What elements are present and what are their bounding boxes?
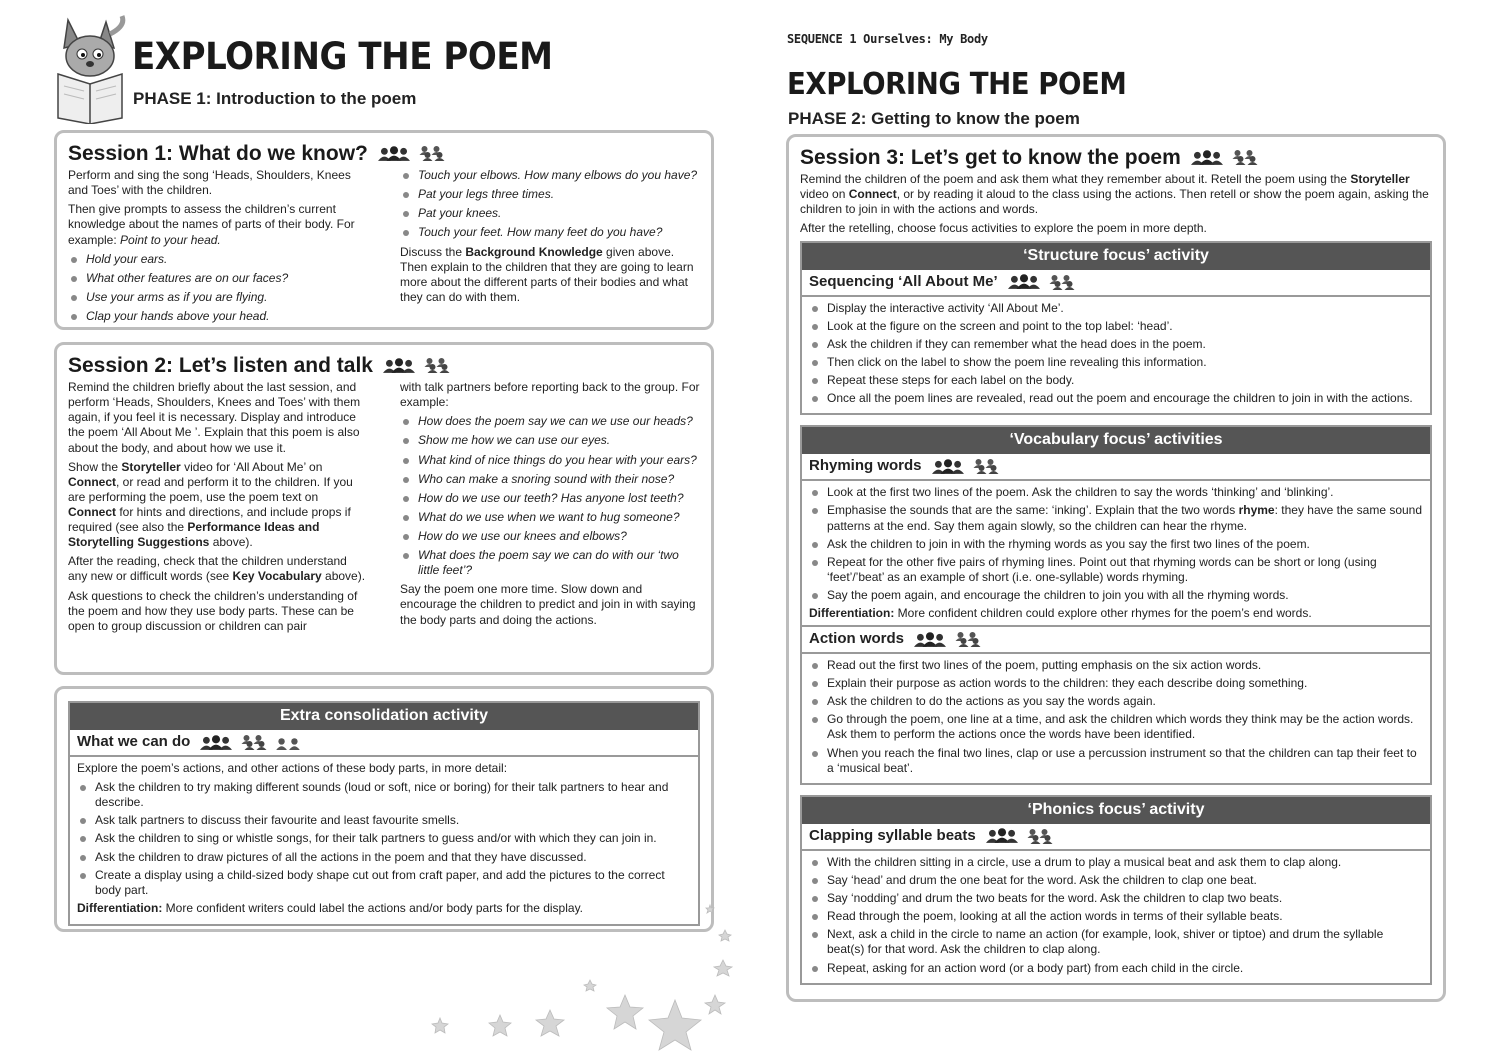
list-item: Ask the children to try making different sounds (loud or soft, nice or boring) for their talk partners to hear and describe. xyxy=(77,780,691,810)
sequence-label: SEQUENCE 1 Ourselves: My Body xyxy=(787,32,988,46)
box-subheading: Rhyming words xyxy=(802,454,1430,481)
list-item: Touch your elbows. How many elbows do you have? xyxy=(400,168,700,183)
page-title: EXPLORING THE POEM xyxy=(787,67,1127,102)
phonics-focus-box xyxy=(800,795,1432,985)
list-item: What do we use when we want to hug someone? xyxy=(400,510,700,525)
session-1-title: Session 1: What do we know? xyxy=(68,142,368,165)
list-item: Read out the first two lines of the poem, putting emphasis on the six action words. xyxy=(809,658,1423,673)
list-item: Say the poem again, and encourage the children to join you with all the rhyming words. xyxy=(809,588,1423,603)
list-item: Then click on the label to show the poem line revealing this information. xyxy=(809,355,1423,370)
list-item: Look at the figure on the screen and point to the top label: ‘head’. xyxy=(809,319,1423,334)
list-item: Emphasise the sounds that are the same: ‘inking’. Explain that the two words rhyme: they have the same sound patterns at the end. Say them again slowly, so the children can hear the rhyme. xyxy=(809,503,1423,533)
phase-heading: PHASE 2: Getting to know the poem xyxy=(788,109,1080,128)
structure-focus-box xyxy=(800,241,1432,416)
session-3-title: Session 3: Let’s get to know the poem xyxy=(800,146,1181,169)
list-item: Ask talk partners to discuss their favourite and least favourite smells. xyxy=(77,813,691,828)
paragraph: After the reading, check that the children understand any new or difficult words (see Key Vocabulary above). xyxy=(68,554,366,584)
list-item: Look at the first two lines of the poem. Ask the children to say the words ‘thinking’ and ‘blinking’. xyxy=(809,485,1423,500)
list-item: Pat your knees. xyxy=(400,206,700,221)
whole-class-icon xyxy=(200,735,232,751)
box-body xyxy=(802,654,1430,783)
session-1-col-2 xyxy=(400,168,700,328)
box-subheading: Sequencing ‘All About Me’ xyxy=(802,270,1430,297)
list-item: With the children sitting in a circle, use a drum to play a musical beat and ask them to clap along. xyxy=(809,855,1423,870)
list-item: Repeat for the other five pairs of rhyming lines. Point out that rhyming words can be short or long (using ‘feet’/’beat’ as an example of short (i.e. one-syllable) words rhyming. xyxy=(809,555,1423,585)
list-item: Show me how we can use our eyes. xyxy=(400,433,700,448)
paragraph: Remind the children briefly about the last session, and perform ‘Heads, Shoulders, Knees and Toes’ with them again, if you feel it is necessary. Display and introduce the poem ‘All About Me ’. Explain that this poem is also about the body, and about how we use it. xyxy=(68,380,361,455)
prompt-list xyxy=(68,252,368,324)
prompt-list xyxy=(400,168,700,240)
activity-list xyxy=(77,780,691,898)
whole-class-icon xyxy=(378,146,410,162)
right-page xyxy=(750,0,1500,1061)
box-header: ‘Phonics focus’ activity xyxy=(802,797,1430,824)
list-item: Clap your hands above your head. xyxy=(68,309,368,324)
list-item: Read through the poem, looking at all the action words in terms of their syllable beats. xyxy=(809,909,1423,924)
box-body xyxy=(802,481,1430,627)
box-header: ‘Vocabulary focus’ activities xyxy=(802,427,1430,454)
differentiation-note: Differentiation: More confident writers could label the actions and/or body parts for the display. xyxy=(77,900,584,915)
list-item: How do we use our teeth? Has anyone lost teeth? xyxy=(400,491,700,506)
whole-class-icon xyxy=(932,459,964,475)
session-2-col-1 xyxy=(68,380,368,638)
box-subheading: Clapping syllable beats xyxy=(802,824,1430,851)
box-subheading: Action words xyxy=(802,627,1430,654)
whole-class-icon xyxy=(1191,150,1223,166)
list-item: Use your arms as if you are flying. xyxy=(68,290,368,305)
list-item: What kind of nice things do you hear with your ears? xyxy=(400,453,700,468)
list-item: Ask the children to sing or whistle songs, for their talk partners to guess and/or with which they can join in. xyxy=(77,831,691,846)
list-item: Touch your feet. How many feet do you have? xyxy=(400,225,700,240)
group-icon xyxy=(1025,828,1055,845)
list-item: Ask the children to do the actions as you say the words again. xyxy=(809,694,1423,709)
box-header: Extra consolidation activity xyxy=(70,703,698,730)
group-icon xyxy=(1230,149,1260,166)
list-item: Ask the children to join in with the rhyming words as you say the first two lines of the poem. xyxy=(809,537,1423,552)
box-body xyxy=(802,297,1430,414)
paragraph: Say the poem one more time. Slow down and encourage the children to predict and join in with saying the body parts and doing the actions. xyxy=(400,582,696,627)
page-title: EXPLORING THE POEM xyxy=(132,35,553,78)
paragraph: Discuss the Background Knowledge given above. Then explain to the children that they are going to learn more about the different parts of their bodies and what they can do with them. xyxy=(400,244,694,304)
fox-mascot-reading-icon xyxy=(50,14,130,124)
list-item: Hold your ears. xyxy=(68,252,368,267)
paragraph: Perform and sing the song ‘Heads, Shoulders, Knees and Toes’ with the children. xyxy=(68,168,351,198)
whole-class-icon xyxy=(383,358,415,374)
list-item: Once all the poem lines are revealed, read out the poem and encourage the children to join in with the actions. xyxy=(809,391,1423,406)
list-item: How does the poem say we can we use our heads? xyxy=(400,414,700,429)
differentiation-note: Differentiation: More confident children could explore other rhymes for the poem’s end words. xyxy=(809,606,1312,621)
stars-decoration-icon xyxy=(420,900,740,1060)
list-item: Explain their purpose as action words to the children: they each describe doing something. xyxy=(809,676,1423,691)
session-2-title: Session 2: Let’s listen and talk xyxy=(68,354,373,377)
list-item: What other features are on our faces? xyxy=(68,271,368,286)
session-1-col-1 xyxy=(68,168,368,328)
list-item: Who can make a snoring sound with their nose? xyxy=(400,472,700,487)
box-body xyxy=(802,851,1430,983)
group-icon xyxy=(1047,274,1077,291)
group-icon xyxy=(422,357,452,374)
list-item: Repeat these steps for each label on the body. xyxy=(809,373,1423,388)
session-heading xyxy=(800,146,1432,169)
session-1-panel xyxy=(54,130,714,330)
box-header: ‘Structure focus’ activity xyxy=(802,243,1430,270)
group-icon xyxy=(417,145,447,162)
group-icon xyxy=(953,631,983,648)
list-item: Go through the poem, one line at a time, and ask the children which words they think may be the action words. Ask them to perform the actions once the words have been identified. xyxy=(809,712,1423,742)
group-icon xyxy=(971,458,1001,475)
whole-class-icon xyxy=(1008,274,1040,290)
list-item: Say ‘head’ and drum the one beat for the word. Ask the children to clap one beat. xyxy=(809,873,1423,888)
paragraph: Explore the poem’s actions, and other actions of these body parts, in more detail: xyxy=(77,761,508,776)
paragraph: with talk partners before reporting back to the group. For example: xyxy=(400,380,700,410)
list-item: Ask the children if they can remember what the head does in the poem. xyxy=(809,337,1423,352)
list-item: When you reach the final two lines, clap or use a percussion instrument so that the children can tap their feet to a ‘musical beat’. xyxy=(809,746,1423,776)
activity-list xyxy=(809,301,1423,407)
whole-class-icon xyxy=(914,632,946,648)
list-item: Create a display using a child-sized body shape cut out from craft paper, and add the pictures to the correct body part. xyxy=(77,868,691,898)
list-item: Repeat, asking for an action word (or a body part) from each child in the circle. xyxy=(809,961,1423,976)
list-item: Say ‘nodding’ and drum the two beats for the word. Ask the children to clap two beats. xyxy=(809,891,1423,906)
session-heading xyxy=(68,354,700,377)
paragraph: Remind the children of the poem and ask them what they remember about it. Retell the poem using the Storyteller video on Connect, or by reading it aloud to the class using the actions. Then retell or show the poem again, asking the children to join in with the actions and words. xyxy=(800,172,1429,217)
list-item: Next, ask a child in the circle to name an action (for example, look, shiver or tiptoe) and drum the syllable beat(s) for that word. Ask the children to clap along. xyxy=(809,927,1423,957)
vocabulary-focus-box xyxy=(800,425,1432,785)
box-subheading: What we can do xyxy=(70,730,698,757)
paragraph: Ask questions to check the children’s understanding of the poem and how they use body parts. These can be open to group discussion or children can pair xyxy=(68,588,358,633)
paragraph: Show the Storyteller video for ‘All About Me’ on Connect, or read and perform it to the children. If you are performing the poem, use the poem text on Connect for hints and directions, and include props if required (see also the Performance Ideas and Storytelling Suggestions above). xyxy=(68,459,353,550)
paragraph: Then give prompts to assess the children’s current knowledge about the names of parts of their body. For example: Point to your head. xyxy=(68,202,355,247)
pairs-icon xyxy=(276,735,300,750)
question-list xyxy=(400,414,700,578)
extra-consolidation-panel xyxy=(54,686,714,932)
session-2-col-2 xyxy=(400,380,700,638)
session-heading xyxy=(68,142,700,165)
list-item: Ask the children to draw pictures of all the actions in the poem and that they have discussed. xyxy=(77,850,691,865)
activity-list xyxy=(809,658,1423,776)
whole-class-icon xyxy=(986,828,1018,844)
list-item: What does the poem say we can do with our ‘two little feet’? xyxy=(400,548,700,578)
list-item: Pat your legs three times. xyxy=(400,187,700,202)
phase-heading: PHASE 1: Introduction to the poem xyxy=(133,89,417,108)
paragraph: After the retelling, choose focus activities to explore the poem in more depth. xyxy=(800,221,1207,236)
box-body xyxy=(70,757,698,924)
list-item: How do we use our knees and elbows? xyxy=(400,529,700,544)
group-icon xyxy=(239,734,269,751)
activity-list xyxy=(809,485,1423,603)
extra-consolidation-box xyxy=(68,701,700,926)
list-item: Display the interactive activity ‘All About Me’. xyxy=(809,301,1423,316)
session-3-panel xyxy=(786,134,1446,1002)
activity-list xyxy=(809,855,1423,976)
session-2-panel xyxy=(54,342,714,675)
